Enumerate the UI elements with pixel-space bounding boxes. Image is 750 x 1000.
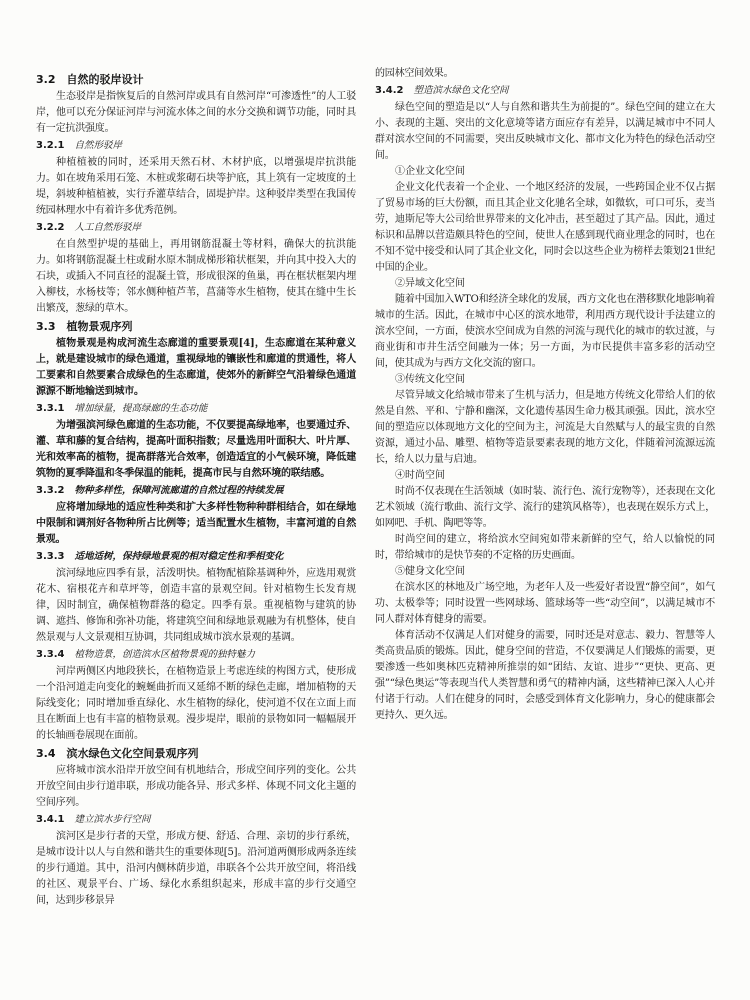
section-heading bbox=[36, 745, 356, 762]
body-paragraph: 时尚不仅表现在生活领域（如时装、流行色、流行宠物等），还表现在文化艺术领域（流行歌曲、流行文学、流行的建筑风格等），也表现在娱乐方式上，如网吧、手机、陶吧等等。 bbox=[375, 486, 715, 529]
body-paragraph: 应将城市滨水沿岸开放空间有机地结合，形成空间序列的变化。公共开放空间由步行道串联，形成功能各异、形式多样、体现不同文化主题的空间序列。 bbox=[36, 765, 356, 808]
heading-number: 3.3.2 bbox=[36, 485, 65, 496]
left-column bbox=[36, 70, 356, 909]
body-paragraph: 时尚空间的建立，将给滨水空间宛如带来新鲜的空气，给人以愉悦的同时，带给城市的是快节奏的不定格的历史画面。 bbox=[375, 534, 715, 561]
heading-title: 物种多样性，保障河流廊道的自然过程的持续发展 bbox=[74, 485, 284, 496]
subsection-heading bbox=[36, 549, 356, 565]
body-paragraph: 植物景观是构成河流生态廊道的重要景观[4]，生态廊道在某种意义上，就是建设城市的绿色通道，重视绿地的镶嵌性和廊道的贯通性，将人工要素和自然要素合成绿色的生态廊道，使郊外的新鲜空气沿着绿色通道源源不断地输送到城市。 bbox=[36, 338, 356, 397]
subsection-heading bbox=[36, 138, 356, 154]
section-heading bbox=[36, 318, 356, 335]
list-item-heading: ⑤健身文化空间 bbox=[395, 566, 465, 577]
heading-title: 植物造景，创造滨水区植物景观的独特魅力 bbox=[74, 649, 255, 660]
body-paragraph: 生态驳岸是指恢复后的自然河岸或具有自然河岸“可渗透性”的人工驳岸，他可以充分保证河岸与河流水体之间的水分交换和调节功能，同时具有一定抗洪强度。 bbox=[36, 91, 356, 134]
body-paragraph: 随着中国加入WTO和经济全球化的发展，西方文化也在潜移默化地影响着城市的生活。因此，在城市中心区的滨水地带，利用西方现代设计手法建立的滨水空间，一方面，使滨水空间成为自然的河流与现代化的城市的软过渡，与商业街和市井生活空间融为一体；另一方面，为市民提供丰富多彩的活动空间，使其成为与西方文化交流的窗口。 bbox=[375, 294, 715, 369]
list-item-heading: ①企业文化空间 bbox=[395, 166, 465, 177]
section-heading bbox=[36, 71, 356, 88]
heading-title: 滨水绿色文化空间景观序列 bbox=[66, 747, 199, 760]
list-item-heading: ②异域文化空间 bbox=[395, 278, 465, 289]
body-paragraph: 河岸两侧区内地段狭长，在植物造景上考虑连续的构图方式，使形成一个沿河道走向变化的蜿蜒曲折而又延绵不断的绿色走廊，增加植物的天际线变化；同时增加垂直绿化、水生植物的绿化，使河道不仅在立面上而且在断面上也有丰富的植物景观。漫步堤岸，眼前的景物如同一幅幅展开的长轴画卷展现在面前。 bbox=[36, 666, 356, 741]
body-paragraph: 的园林空间效果。 bbox=[375, 68, 454, 79]
heading-number: 3.3.3 bbox=[36, 551, 65, 562]
body-paragraph: 为增强滨河绿色廊道的生态功能，不仅要提高绿地率，也要通过乔、灌、草和藤的复合结构，提高叶面积指数；尽量选用叶面积大、叶片厚、光和效率高的植物，提高群落光合效率，创造适宜的小气候环境，降低建筑物的夏季降温和冬季保温的能耗，提高市民与自然环境的联结感。 bbox=[36, 420, 356, 479]
heading-number: 3.4.1 bbox=[36, 814, 65, 825]
list-item-heading: ④时尚空间 bbox=[395, 470, 445, 481]
body-paragraph: 企业文化代表着一个企业、一个地区经济的发展，一些跨国企业不仅占据了贸易市场的巨大份额，而且其企业文化驰名全球，如微软，可口可乐，麦当劳，迪斯尼等大公司给世界带来的文化冲击，甚至超过了其产品。因此，通过标识和品牌以营造颇具特色的空间，使世人在感到现代商业理念的同时，也在不知不觉中接受和认同了其企业文化，同时会以这些企业为榜样去策划21世纪中国的企业。 bbox=[375, 182, 715, 273]
subsection-heading bbox=[36, 220, 356, 236]
heading-title: 人工自然形驳岸 bbox=[74, 222, 141, 233]
heading-title: 自然的驳岸设计 bbox=[66, 73, 144, 86]
body-paragraph: 种植植被的同时，还采用天然石材、木材护底，以增强堤岸抗洪能力。如在坡角采用石笼、木桩或浆砌石块等护底，其上筑有一定坡度的土堤，斜坡种植植被，实行乔灌草结合，固堤护岸。这种驳岸类型在我国传统园林理水中有着许多优秀范例。 bbox=[36, 157, 356, 216]
heading-title: 植物景观序列 bbox=[66, 320, 133, 333]
heading-number: 3.3.1 bbox=[36, 403, 65, 414]
right-column bbox=[375, 66, 715, 724]
body-paragraph: 体育活动不仅满足人们对健身的需要，同时还是对意志、毅力、智慧等人类高贵品质的锻炼。因此，健身空间的营造，不仅要满足人们锻炼的需要，更要渗透一些如奥林匹克精神所推崇的如“团结、友谊、进步”“更快、更高、更强”“绿色奥运”等表现当代人类智慧和勇气的精神内涵，这些精神已深入人心并付诸于行动。人们在健身的同时，会感受到体育文化影响力，身心的健康都会更持久、更久远。 bbox=[375, 630, 715, 721]
heading-title: 适地适树，保持绿地景观的相对稳定性和季相变化 bbox=[74, 551, 284, 562]
heading-number: 3.2.1 bbox=[36, 140, 65, 151]
body-paragraph: 滨河绿地应四季有景，活泼明快。植物配植除基调种外，应选用观赏花木、宿根花卉和草坪等，创造丰富的景观空间。针对植物生长发育规律，因时制宜，确保植物群落的稳定。四季有景。重视植物与建筑的协调、遮挡、修饰和弥补功能，将建筑空间和绿地景观融为有机整体，使自然景观与人文景观相互协调，共同组成城市滨水景观的基调。 bbox=[36, 568, 356, 643]
heading-title: 建立滨水步行空间 bbox=[74, 814, 151, 825]
heading-title: 塑造滨水绿色文化空间 bbox=[413, 85, 509, 96]
body-paragraph: 在滨水区的林地及广场空地，为老年人及一些爱好者设置“静空间”，如气功、太极拳等；同时设置一些网球场、篮球场等一些“动空间”，以满足城市不同人群对体育健身的需要。 bbox=[375, 582, 715, 625]
heading-title: 自然形驳岸 bbox=[74, 140, 122, 151]
subsection-heading bbox=[36, 812, 356, 828]
heading-title: 增加绿量，提高绿廊的生态功能 bbox=[74, 403, 208, 414]
heading-number: 3.2 bbox=[36, 73, 56, 86]
heading-number: 3.3.4 bbox=[36, 649, 65, 660]
list-item-heading: ③传统文化空间 bbox=[395, 374, 465, 385]
body-paragraph: 滨河区是步行者的天堂，形成方便、舒适、合理、亲切的步行系统，是城市设计以人与自然和谐共生的重要体现[5]。沿河道两侧形成两条连续的步行通道。其中，沿河内侧林荫步道，串联各个公共开放空间，将沿线的社区、观景平台、广场、绿化水系组织起来，形成丰富的步行交通空间，达到步移景异 bbox=[36, 831, 356, 906]
body-paragraph: 应将增加绿地的适应性种类和扩大多样性物种种群相结合，如在绿地中限制和调剂好各物种所占比例等；适当配置水生植物，丰富河道的自然景观。 bbox=[36, 502, 356, 545]
subsection-heading bbox=[36, 483, 356, 499]
subsection-heading bbox=[36, 647, 356, 663]
subsection-heading bbox=[375, 83, 715, 99]
heading-number: 3.2.2 bbox=[36, 222, 65, 233]
body-paragraph: 在自然型护堤的基础上，再用钢筋混凝土等材料，确保大的抗洪能力。如将钢筋混凝土柱或耐水原木制成梯形箱状框架，并向其中投入大的石块，或插入不同直径的混凝土管，形成很深的鱼巢，再在框状框架内埋入柳枝，水杨枝等；邻水侧种植芦苇，菖蒲等水生植物，使其在缝中生长出繁茂，葱绿的草木。 bbox=[36, 239, 356, 314]
body-paragraph: 尽管异域文化给城市带来了生机与活力，但是地方传统文化带给人们的依然是自然、平和、宁静和幽深，文化遗传基因生命力极其顽强。因此，滨水空间的塑造应以体现地方文化的空间为主，河流是大自然赋与人的最宝贵的自然资源，通过小品、雕塑、植物等造景要素表现的地方文化，伴随着河流源远流长，给人以力量与启迪。 bbox=[375, 390, 715, 465]
heading-number: 3.4.2 bbox=[375, 85, 404, 96]
heading-number: 3.3 bbox=[36, 320, 56, 333]
body-paragraph: 绿色空间的塑造是以“人与自然和谐共生为前提的”。绿色空间的建立在大小、表现的主题、突出的文化意境等诸方面应存有差异，以满足城市中不同人群对滨水空间的不同需要，突出反映城市文化、都市文化为特色的绿色活动空间。 bbox=[375, 102, 715, 161]
subsection-heading bbox=[36, 401, 356, 417]
heading-number: 3.4 bbox=[36, 747, 56, 760]
